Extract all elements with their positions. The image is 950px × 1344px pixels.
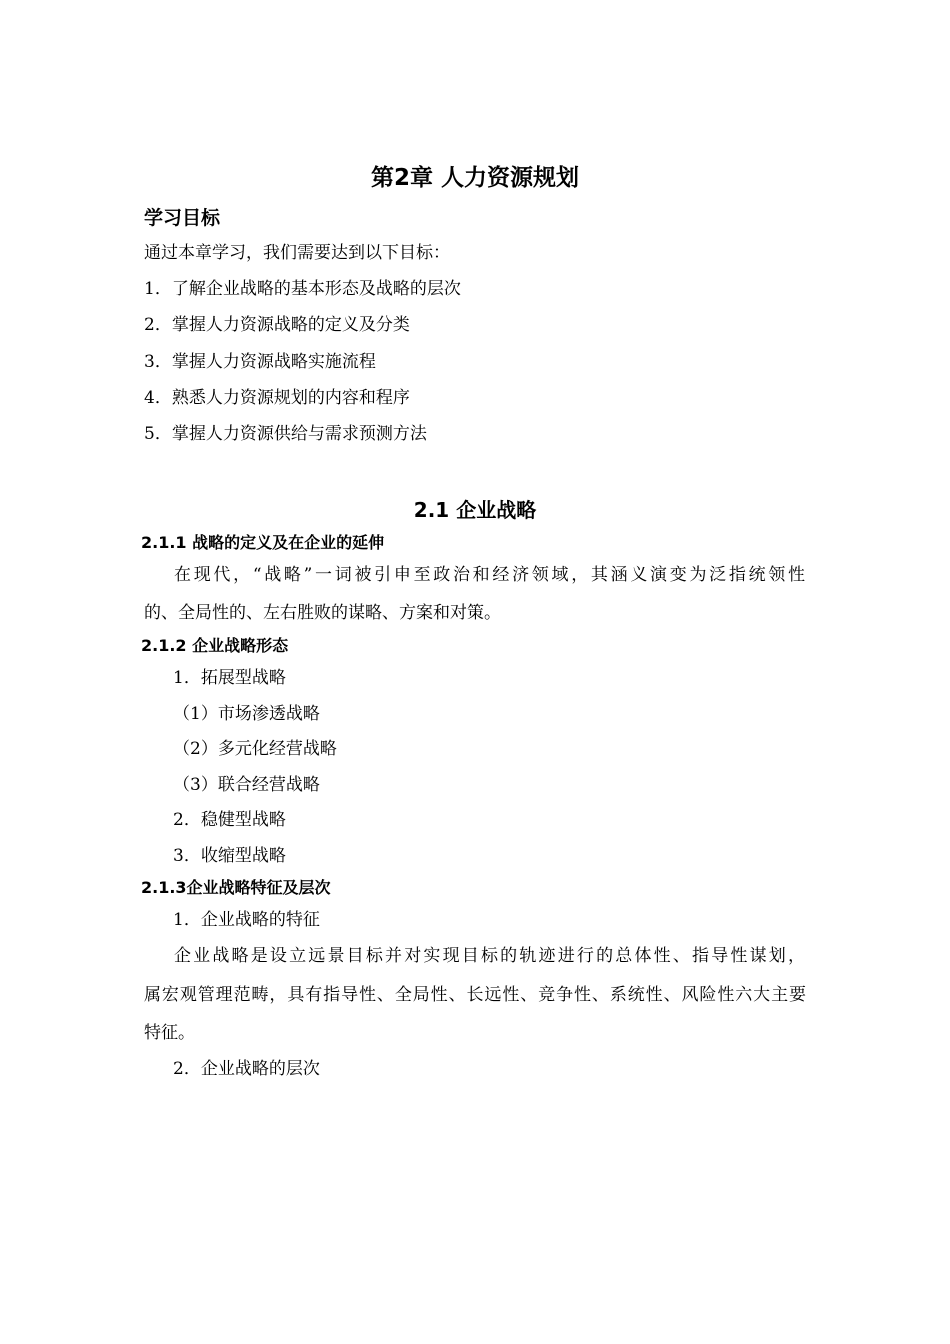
subsection-heading-2-1-2: 2.1.2 企业战略形态: [141, 636, 289, 655]
strategy-level-item-2: 2．企业战略的层次: [173, 1059, 320, 1079]
objective-item-2: 2．掌握人力资源战略的定义及分类: [144, 315, 410, 335]
subsection-heading-2-1-1: 2.1.1 战略的定义及在企业的延伸: [141, 533, 385, 552]
objective-item-3: 3．掌握人力资源战略实施流程: [144, 352, 376, 372]
strategy-form-item: 2．稳健型战略: [173, 810, 286, 830]
objectives-heading: 学习目标: [144, 207, 221, 229]
objective-item-5: 5．掌握人力资源供给与需求预测方法: [144, 424, 427, 444]
paragraph-2-1-3-line-3: 特征。: [144, 1023, 195, 1043]
paragraph-2-1-1-line-1: 在现代，“战略”一词被引申至政治和经济领域，其涵义演变为泛指统领性: [174, 565, 805, 585]
strategy-form-item: （1）市场渗透战略: [173, 704, 320, 724]
section-title-2-1: 2.1 企业战略: [413, 498, 537, 522]
paragraph-2-1-3-line-1: 企业战略是设立远景目标并对实现目标的轨迹进行的总体性、指导性谋划，: [174, 946, 805, 966]
strategy-form-item: 3．收缩型战略: [173, 846, 286, 866]
objective-item-4: 4．熟悉人力资源规划的内容和程序: [144, 388, 410, 408]
strategy-form-item: 1．拓展型战略: [173, 668, 286, 688]
strategy-feature-item-1: 1．企业战略的特征: [173, 910, 320, 930]
objectives-intro: 通过本章学习，我们需要达到以下目标：: [144, 243, 450, 263]
strategy-form-item: （3）联合经营战略: [173, 775, 320, 795]
subsection-heading-2-1-3: 2.1.3企业战略特征及层次: [141, 878, 331, 897]
objective-item-1: 1．了解企业战略的基本形态及战略的层次: [144, 279, 461, 299]
chapter-title: 第2章 人力资源规划: [370, 165, 579, 191]
paragraph-2-1-3-line-2: 属宏观管理范畴，具有指导性、全局性、长远性、竞争性、系统性、风险性六大主要: [144, 985, 806, 1005]
paragraph-2-1-1-line-2: 的、全局性的、左右胜败的谋略、方案和对策。: [144, 603, 501, 623]
strategy-form-item: （2）多元化经营战略: [173, 739, 337, 759]
